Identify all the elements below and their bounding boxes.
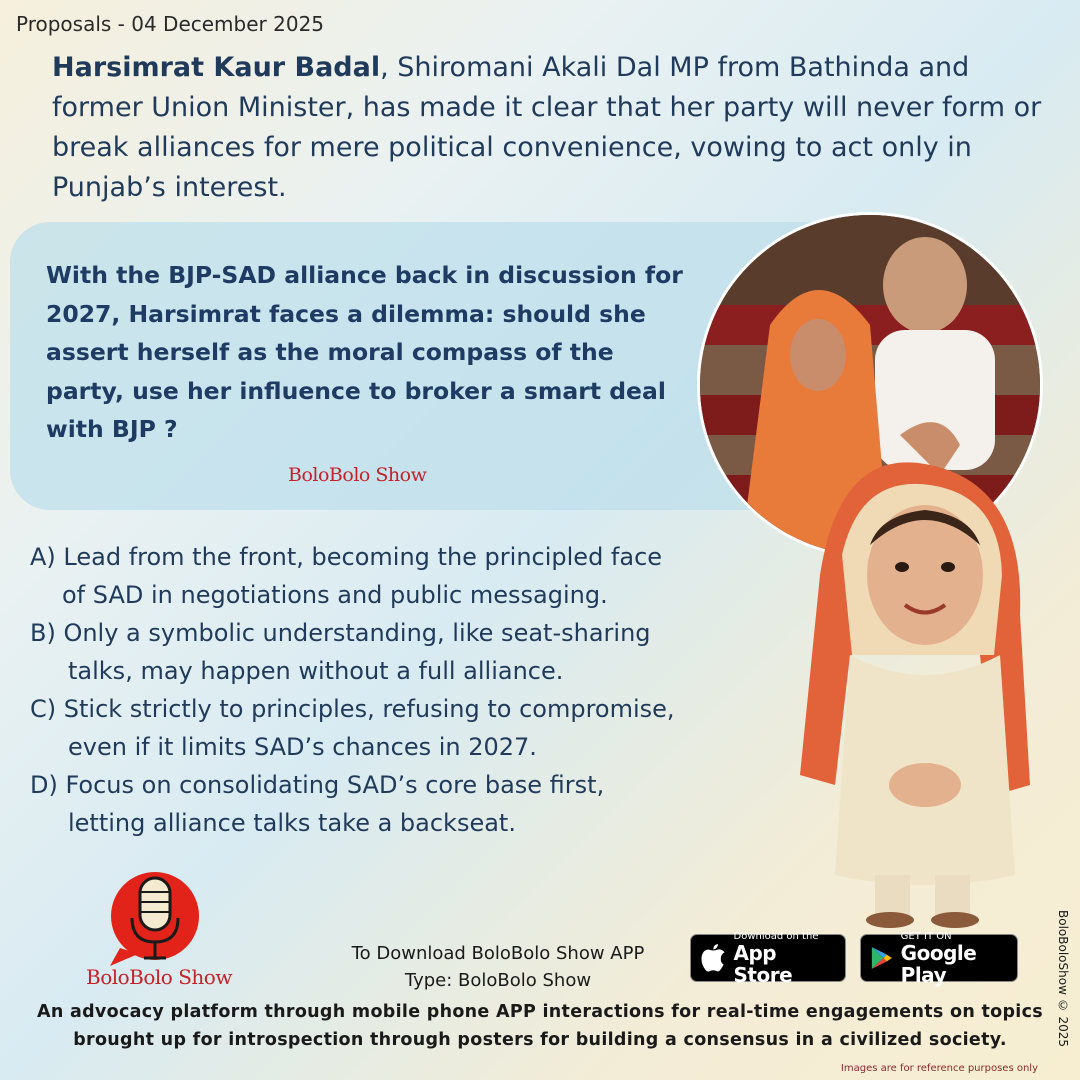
option-d-line2[interactable]: letting alliance talks take a backseat. xyxy=(68,809,516,837)
option-a-line1[interactable]: A) Lead from the front, becoming the principled face xyxy=(30,543,663,571)
download-line1: To Download BoloBolo Show APP xyxy=(351,943,645,964)
logo-brand-text: BoloBolo Show xyxy=(86,965,232,989)
app-store-badge[interactable] xyxy=(690,930,846,987)
google-play-badge[interactable] xyxy=(860,930,1018,987)
option-c-line2[interactable]: even if it limits SAD’s chances in 2027. xyxy=(68,733,537,761)
app-store-small-text: Download on the xyxy=(733,930,819,942)
google-play-big-text: Google Play xyxy=(900,940,977,987)
google-play-icon xyxy=(871,944,893,972)
option-a-line2[interactable]: of SAD in negotiations and public messaging. xyxy=(62,581,608,609)
caricature-image xyxy=(780,455,1050,935)
options-list xyxy=(30,538,770,842)
footer-line2: brought up for introspection through posters for building a consensus in a civilized society. xyxy=(73,1030,1007,1050)
caricature-illustration xyxy=(780,455,1050,935)
footer-text xyxy=(20,998,1060,1054)
question-brand: BoloBolo Show xyxy=(288,464,427,486)
google-play-small-text: GET IT ON xyxy=(900,930,952,942)
app-store-big-text: App Store xyxy=(733,940,793,987)
intro-name: Harsimrat Kaur Badal xyxy=(52,52,381,83)
apple-icon xyxy=(701,943,726,973)
intro-paragraph xyxy=(52,48,1042,208)
option-b-line2[interactable]: talks, may happen without a full alliance. xyxy=(68,657,564,685)
microphone-icon xyxy=(80,868,250,968)
intro-text: , Shiromani Akali Dal MP from Bathinda and former Union Minister, has made it clear that her party will never form or break alliances for mere political convenience, vowing to act only in Punjab’s interest. xyxy=(52,52,1042,203)
question-text: With the BJP-SAD alliance back in discussion for 2027, Harsimrat faces a dilemma: should she assert herself as the moral compass of the party, use her influence to broker a smart deal with BJP ? xyxy=(46,261,683,443)
footer-line1: An advocacy platform through mobile phone APP interactions for real-time engagements on topics xyxy=(36,1002,1043,1022)
disclaimer: Images are for reference purposes only xyxy=(840,1063,1038,1074)
option-d-line1[interactable]: D) Focus on consolidating SAD’s core base first, xyxy=(30,771,605,799)
option-c-line1[interactable]: C) Stick strictly to principles, refusing to compromise, xyxy=(30,695,675,723)
download-instructions xyxy=(320,940,676,994)
download-line2: Type: BoloBolo Show xyxy=(404,970,592,991)
side-credit: BoloBoloShow © 2025 xyxy=(1056,910,1070,1048)
option-b-line1[interactable]: B) Only a symbolic understanding, like seat-sharing xyxy=(30,619,651,647)
date-header: Proposals - 04 December 2025 xyxy=(16,12,325,36)
